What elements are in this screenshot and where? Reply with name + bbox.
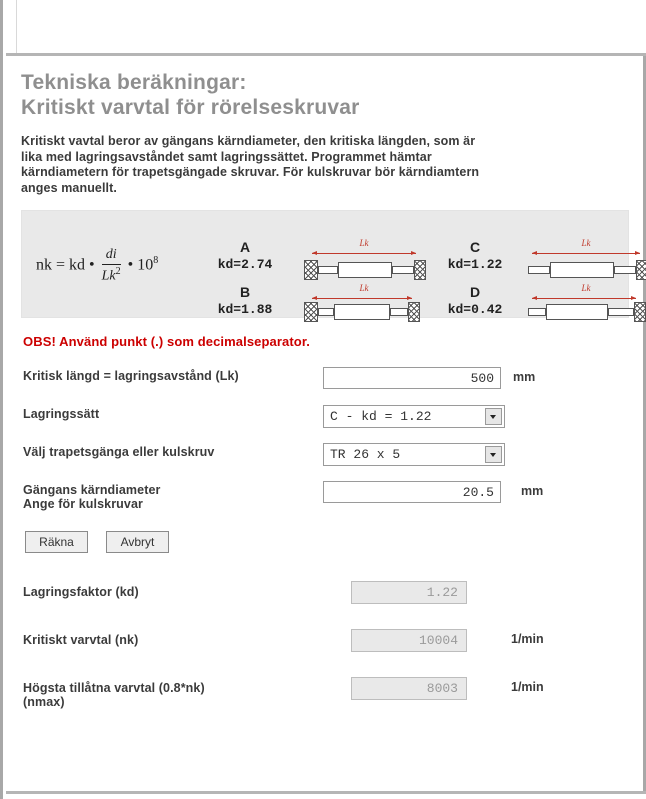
critical-length-row bbox=[21, 367, 631, 405]
result-max-speed-label bbox=[23, 681, 205, 709]
bearing-diagram-a-shaft-thin-right bbox=[392, 266, 414, 274]
result-critical-speed-row bbox=[21, 623, 631, 671]
bearing-diagram-b-support-right bbox=[408, 302, 420, 322]
bearing-option-a-letter: A bbox=[239, 239, 251, 255]
bearing-option-d-text bbox=[440, 284, 510, 318]
bearing-type-row bbox=[21, 405, 631, 443]
bearing-diagram-a-shaft-body bbox=[338, 262, 392, 278]
bearing-option-d-kd: kd=0.42 bbox=[447, 302, 503, 317]
bearing-option-c-kd: kd=1.22 bbox=[447, 257, 503, 272]
top-banner-strip bbox=[6, 0, 646, 56]
bearing-diagram-c-dimension-arrow bbox=[532, 253, 640, 254]
result-bearing-factor-value: 1.22 bbox=[351, 581, 467, 604]
formula-dot-2: • bbox=[127, 256, 134, 274]
result-max-speed-label-line2: (nmax) bbox=[23, 695, 65, 709]
thread-type-row bbox=[21, 443, 631, 481]
bearing-diagram-d-support-right bbox=[634, 302, 646, 322]
bearing-diagram-d-shaft-thin-left bbox=[528, 308, 546, 316]
bearing-diagram-c-shaft-body bbox=[550, 262, 614, 278]
result-bearing-factor-label: Lagringsfaktor (kd) bbox=[23, 585, 139, 599]
core-diameter-label-line2: Ange för kulskruvar bbox=[23, 497, 143, 511]
bearing-diagram-b-shaft-thin-right bbox=[390, 308, 408, 316]
bearing-diagram-b-lk-label: Lk bbox=[359, 283, 369, 293]
decimal-separator-warning: OBS! Använd punkt (.) som decimalseparator. bbox=[23, 334, 310, 349]
result-max-speed-value: 8003 bbox=[351, 677, 467, 700]
bearing-type-selected-value: C - kd = 1.22 bbox=[330, 409, 432, 424]
bearing-diagram-d-dimension-arrow bbox=[532, 298, 636, 299]
bearing-diagram-b-shaft-thin-left bbox=[318, 308, 334, 316]
bearing-diagram-a-shaft-thin-left bbox=[318, 266, 338, 274]
bearing-diagram-b-shaft-body bbox=[334, 304, 390, 320]
bearing-diagram-d bbox=[522, 283, 646, 330]
bearing-diagram-a-support-right bbox=[414, 260, 426, 280]
thread-type-select[interactable] bbox=[323, 443, 505, 466]
page-title bbox=[21, 70, 631, 120]
bearing-diagram-c-lk-label: Lk bbox=[581, 238, 591, 248]
bearing-option-b-text bbox=[210, 284, 280, 318]
core-diameter-label-line1: Gängans kärndiameter bbox=[23, 483, 161, 497]
result-critical-speed-label: Kritiskt varvtal (nk) bbox=[23, 633, 139, 647]
bearing-diagram-c-support-right bbox=[636, 260, 646, 280]
bearing-diagram-d-shaft-body bbox=[546, 304, 608, 320]
bearing-diagram-a-lk-label: Lk bbox=[359, 238, 369, 248]
formula-power-base: 10 bbox=[137, 256, 154, 274]
bearing-diagram-b-dimension-arrow bbox=[312, 298, 412, 299]
bearing-diagram-c-shaft-thin-left bbox=[528, 266, 550, 274]
formula-denominator bbox=[102, 265, 121, 285]
bearing-option-b-letter: B bbox=[239, 284, 251, 300]
critical-length-input[interactable] bbox=[323, 367, 501, 389]
bearing-diagram-a-dimension-arrow bbox=[312, 253, 416, 254]
bottom-strip bbox=[6, 791, 646, 799]
chevron-down-icon[interactable] bbox=[485, 446, 502, 463]
result-bearing-factor-row bbox=[21, 575, 631, 623]
intro-paragraph: Kritiskt vavtal beror av gängans kärndiameter, den kritiska längden, som är lika med lagringsavståndet samt lagringssättet. Programmet hämtar kärndiametern för trapetsgängade skruvar. För kulskruvar bör kärndiamtern anges manuellt. bbox=[21, 134, 480, 195]
formula-figure-panel bbox=[21, 210, 629, 318]
page-title-line1: Tekniska beräkningar: bbox=[21, 71, 247, 94]
action-buttons bbox=[21, 531, 631, 561]
bearing-option-c-letter: C bbox=[469, 239, 481, 255]
bearing-diagram-d-lk-label: Lk bbox=[581, 283, 591, 293]
core-diameter-label bbox=[23, 483, 160, 511]
result-max-speed-unit: 1/min bbox=[511, 680, 544, 694]
page-title-line2: Kritiskt varvtal för rörelseskruvar bbox=[21, 96, 360, 119]
bearing-diagram-c bbox=[522, 238, 646, 285]
bearing-diagram-d-shaft-thin-right bbox=[608, 308, 634, 316]
bearing-option-a-kd: kd=2.74 bbox=[217, 257, 273, 272]
formula-fraction bbox=[102, 247, 121, 285]
formula-power-exponent: 8 bbox=[153, 255, 159, 267]
critical-length-label: Kritisk längd = lagringsavstånd (Lk) bbox=[23, 369, 239, 383]
bearing-diagram-b bbox=[300, 283, 428, 330]
critical-length-unit: mm bbox=[513, 370, 536, 384]
formula-lhs: nk = kd bbox=[36, 256, 86, 274]
formula-dot-1: • bbox=[89, 256, 95, 274]
bearing-diagram-a bbox=[300, 238, 428, 285]
formula-denominator-base: Lk bbox=[101, 268, 116, 284]
core-diameter-input[interactable] bbox=[323, 481, 501, 503]
result-critical-speed-value: 10004 bbox=[351, 629, 467, 652]
bearing-diagram-a-support-left bbox=[304, 260, 318, 280]
bearing-diagram-b-support-left bbox=[304, 302, 318, 322]
chevron-down-icon[interactable] bbox=[485, 408, 502, 425]
core-diameter-unit: mm bbox=[521, 484, 544, 498]
bearing-option-c-text bbox=[440, 239, 510, 273]
bearing-type-select[interactable] bbox=[323, 405, 505, 428]
banner-left-block bbox=[6, 0, 17, 53]
bearing-option-a-text bbox=[210, 239, 280, 273]
main-content bbox=[21, 70, 631, 719]
result-max-speed-label-line1: Högsta tillåtna varvtal (0.8*nk) bbox=[23, 681, 205, 695]
result-critical-speed-unit: 1/min bbox=[511, 632, 544, 646]
thread-type-selected-value: TR 26 x 5 bbox=[330, 447, 401, 462]
formula-numerator: di bbox=[102, 247, 121, 265]
core-diameter-row bbox=[21, 481, 631, 525]
bearing-type-label: Lagringssätt bbox=[23, 407, 100, 421]
bearing-option-b-kd: kd=1.88 bbox=[217, 302, 273, 317]
formula-expression bbox=[36, 247, 158, 285]
calculate-button[interactable]: Räkna bbox=[25, 531, 88, 553]
thread-type-label: Välj trapetsgänga eller kulskruv bbox=[23, 445, 215, 459]
cancel-button[interactable]: Avbryt bbox=[106, 531, 169, 553]
bearing-diagram-c-shaft-thin-right bbox=[614, 266, 636, 274]
result-max-speed-row bbox=[21, 671, 631, 719]
formula-denominator-exponent: 2 bbox=[115, 266, 121, 277]
bearing-option-d-letter: D bbox=[469, 284, 481, 300]
